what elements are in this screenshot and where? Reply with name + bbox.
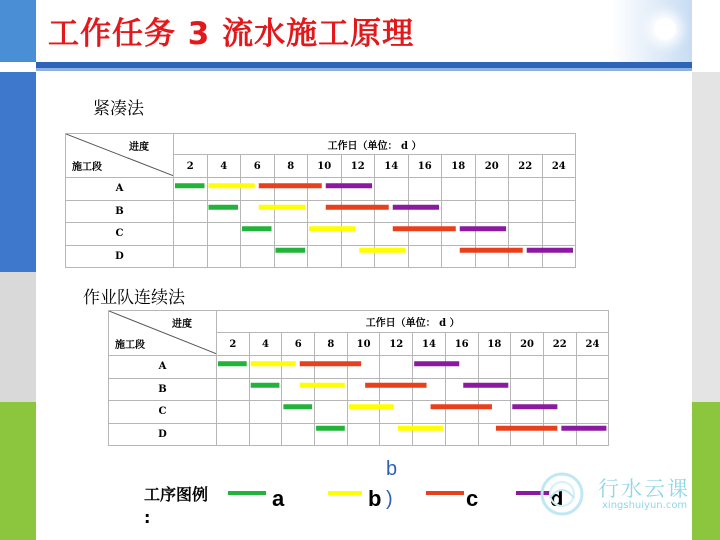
- grid-cell: [241, 223, 275, 246]
- section-label-cell: A: [109, 356, 217, 379]
- day-header-cell: 14: [413, 333, 446, 356]
- left-deco-blue: [0, 72, 36, 272]
- table-row: [66, 223, 576, 246]
- grid-cell: [478, 356, 511, 379]
- grid-cell: [475, 245, 509, 268]
- legend-line-b: [328, 491, 362, 495]
- grid-cell: [241, 245, 275, 268]
- grid-cell: [308, 200, 342, 223]
- legend-b-overlay: b: [386, 458, 398, 480]
- section-heading-compact: 紧凑法: [93, 99, 144, 119]
- header-section-label: 施工段: [115, 340, 145, 351]
- legend-colon: :: [144, 508, 151, 527]
- grid-cell: [217, 378, 250, 401]
- grid-cell: [445, 356, 478, 379]
- grid-cell: [375, 223, 409, 246]
- grid-cell: [478, 423, 511, 446]
- grid-cell: [509, 223, 543, 246]
- grid-cell: [217, 423, 250, 446]
- grid-cell: [174, 178, 208, 201]
- sun-icon: [654, 18, 676, 40]
- header-corner-cell: [66, 134, 174, 178]
- header-corner-cell: [109, 311, 217, 356]
- grid-cell: [576, 423, 609, 446]
- table-row: [109, 378, 609, 401]
- day-header-cell: 4: [249, 333, 282, 356]
- day-header-cell: 2: [217, 333, 250, 356]
- grid-cell: [442, 223, 476, 246]
- grid-cell: [380, 356, 413, 379]
- grid-cell: [315, 423, 348, 446]
- grid-cell: [475, 223, 509, 246]
- grid-cell: [509, 245, 543, 268]
- grid-cell: [542, 245, 576, 268]
- gantt-table: [108, 310, 609, 446]
- table-row: [109, 401, 609, 424]
- left-deco-green: [0, 402, 36, 540]
- watermark-name: 行水云课: [598, 477, 690, 501]
- section-label-cell: B: [66, 200, 174, 223]
- grid-cell: [217, 401, 250, 424]
- grid-cell: [380, 378, 413, 401]
- day-header-cell: 10: [347, 333, 380, 356]
- grid-cell: [282, 356, 315, 379]
- grid-cell: [542, 200, 576, 223]
- grid-cell: [413, 423, 446, 446]
- grid-cell: [207, 200, 241, 223]
- grid-cell: [282, 378, 315, 401]
- day-header-cell: 12: [341, 155, 375, 178]
- header-progress-label: 进度: [129, 142, 149, 153]
- grid-cell: [542, 178, 576, 201]
- grid-cell: [274, 223, 308, 246]
- grid-cell: [408, 200, 442, 223]
- right-deco-mid: [692, 72, 720, 402]
- grid-cell: [274, 245, 308, 268]
- day-header-cell: 4: [207, 155, 241, 178]
- table-row: [66, 200, 576, 223]
- grid-cell: [217, 356, 250, 379]
- grid-cell: [274, 200, 308, 223]
- grid-cell: [509, 178, 543, 201]
- legend-label-a: a: [272, 486, 285, 511]
- header-progress-label: 进度: [172, 319, 192, 330]
- day-header-cell: 24: [576, 333, 609, 356]
- page-title: 工作任务 3 流水施工原理: [48, 16, 415, 52]
- legend-line-a: [228, 491, 266, 495]
- grid-cell: [315, 401, 348, 424]
- grid-cell: [341, 200, 375, 223]
- section-label-cell: C: [66, 223, 174, 246]
- grid-cell: [511, 356, 544, 379]
- grid-cell: [576, 401, 609, 424]
- day-header-cell: 22: [509, 155, 543, 178]
- day-header-cell: 2: [174, 155, 208, 178]
- grid-cell: [408, 245, 442, 268]
- grid-cell: [174, 223, 208, 246]
- section-label-cell: B: [109, 378, 217, 401]
- grid-cell: [413, 356, 446, 379]
- day-header-cell: 18: [478, 333, 511, 356]
- grid-cell: [380, 423, 413, 446]
- grid-cell: [315, 356, 348, 379]
- grid-cell: [475, 178, 509, 201]
- day-header-cell: 18: [442, 155, 476, 178]
- grid-cell: [341, 245, 375, 268]
- left-deco-gray: [0, 272, 36, 402]
- legend-label-d: d: [550, 486, 564, 511]
- legend-label: 工序图例: [144, 485, 209, 504]
- table-row: [66, 245, 576, 268]
- grid-cell: [445, 378, 478, 401]
- grid-cell: [308, 223, 342, 246]
- day-header-cell: 8: [274, 155, 308, 178]
- table-row: [109, 356, 609, 379]
- grid-cell: [375, 178, 409, 201]
- grid-cell: [511, 401, 544, 424]
- grid-cell: [478, 378, 511, 401]
- gantt-table: [65, 133, 576, 268]
- grid-cell: [207, 223, 241, 246]
- grid-cell: [282, 401, 315, 424]
- grid-cell: [380, 401, 413, 424]
- header: [0, 0, 720, 62]
- grid-cell: [308, 178, 342, 201]
- section-label-cell: A: [66, 178, 174, 201]
- day-header-cell: 10: [308, 155, 342, 178]
- section-label-cell: C: [109, 401, 217, 424]
- grid-cell: [542, 223, 576, 246]
- legend-b-paren: ): [386, 488, 393, 510]
- grid-cell: [341, 178, 375, 201]
- day-header-cell: 6: [282, 333, 315, 356]
- grid-cell: [241, 200, 275, 223]
- grid-cell: [475, 200, 509, 223]
- workdays-header: 工作日（单位： d ）: [217, 311, 609, 333]
- grid-cell: [413, 378, 446, 401]
- grid-cell: [174, 200, 208, 223]
- grid-cell: [375, 200, 409, 223]
- section-heading-continuous: 作业队连续法: [83, 288, 185, 308]
- grid-cell: [543, 378, 576, 401]
- grid-cell: [576, 378, 609, 401]
- grid-cell: [249, 401, 282, 424]
- grid-cell: [174, 245, 208, 268]
- grid-cell: [315, 378, 348, 401]
- legend-label-b: b: [368, 486, 382, 511]
- grid-cell: [341, 223, 375, 246]
- grid-cell: [241, 178, 275, 201]
- grid-cell: [408, 223, 442, 246]
- table-row: [109, 423, 609, 446]
- grid-cell: [509, 200, 543, 223]
- grid-cell: [442, 178, 476, 201]
- grid-cell: [347, 423, 380, 446]
- day-header-cell: 12: [380, 333, 413, 356]
- grid-cell: [413, 401, 446, 424]
- day-header-cell: 6: [241, 155, 275, 178]
- grid-cell: [249, 356, 282, 379]
- grid-cell: [282, 423, 315, 446]
- grid-cell: [511, 378, 544, 401]
- grid-cell: [274, 178, 308, 201]
- grid-cell: [511, 423, 544, 446]
- grid-cell: [442, 200, 476, 223]
- grid-cell: [543, 401, 576, 424]
- header-left-block: [0, 0, 36, 62]
- grid-cell: [249, 423, 282, 446]
- grid-cell: [478, 401, 511, 424]
- grid-cell: [249, 378, 282, 401]
- header-rule-light: [36, 68, 692, 71]
- day-header-cell: 16: [408, 155, 442, 178]
- header-glow: [612, 0, 692, 62]
- grid-cell: [347, 378, 380, 401]
- legend-label-c: c: [466, 486, 479, 511]
- grid-cell: [543, 423, 576, 446]
- workdays-header: 工作日（单位： d ）: [174, 134, 576, 155]
- day-header-cell: 20: [475, 155, 509, 178]
- grid-cell: [347, 356, 380, 379]
- day-header-cell: 16: [445, 333, 478, 356]
- grid-cell: [576, 356, 609, 379]
- legend-line-c: [426, 491, 464, 495]
- day-header-cell: 20: [511, 333, 544, 356]
- grid-cell: [308, 245, 342, 268]
- grid-cell: [442, 245, 476, 268]
- grid-cell: [347, 401, 380, 424]
- grid-cell: [375, 245, 409, 268]
- grid-cell: [543, 356, 576, 379]
- grid-cell: [445, 401, 478, 424]
- grid-cell: [207, 178, 241, 201]
- day-header-cell: 8: [315, 333, 348, 356]
- schedule-table-compact: [65, 133, 575, 261]
- grid-cell: [445, 423, 478, 446]
- section-label-cell: D: [109, 423, 217, 446]
- grid-cell: [408, 178, 442, 201]
- schedule-table-continuous: [108, 310, 608, 439]
- day-header-cell: 14: [375, 155, 409, 178]
- grid-cell: [207, 245, 241, 268]
- day-header-cell: 22: [543, 333, 576, 356]
- watermark-url: xingshuiyun.com: [602, 500, 688, 511]
- header-section-label: 施工段: [72, 162, 102, 173]
- day-header-cell: 24: [542, 155, 576, 178]
- section-label-cell: D: [66, 245, 174, 268]
- table-row: [66, 178, 576, 201]
